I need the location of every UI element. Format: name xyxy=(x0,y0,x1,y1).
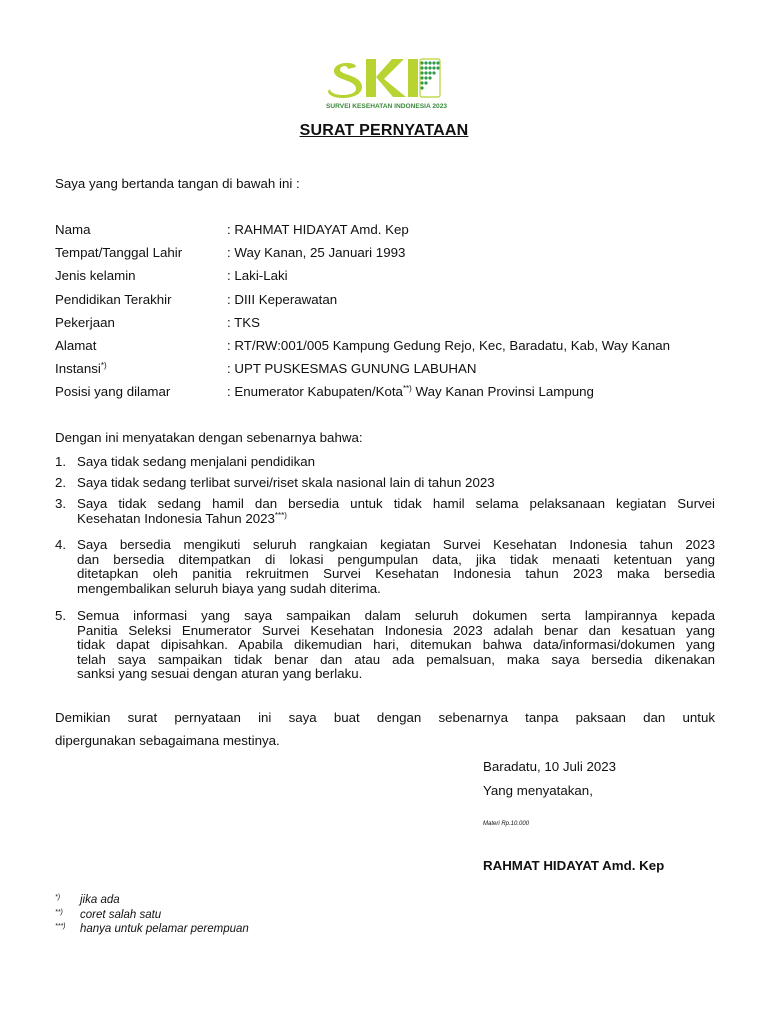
footnote: *) jika ada xyxy=(55,894,120,906)
document-page: SURVEI KESEHATAN INDONESIA 2023 SURAT PERNYATAAN Saya yang bertanda tangan di bawah ini : Nama : RAHMAT HIDAYAT Amd. Kep Tempat/Tanggal Lahir : Way Kanan, 25 Januari 1993 Jenis kelamin : Laki-Laki Pendidikan Terakhir : DIII Keperawatan Pekerjaan : TKS Alamat : RT/RW:001/005 Kampung Gedung Rejo, Kec, Baradatu, Kab, Way Kanan Instansi*) : UPT PUSKESMAS GUNUNG LABUHAN Posisi yang dilamar : Enumerator Kabupaten/Kota**) Way Kanan Provinsi Lampung Dengan ini menyatakan dengan sebenarnya bahwa: 1. Saya tidak sedang menjalani pendidikan 2. Saya tidak sedang terlibat survei/riset skala nasional lain di tahun 2023 3. Saya tidak sedang hamil dan bersedia untuk tidak hamil selama pelaksanaan kegiatan Survei Kesehatan Indonesia Tahun 2023***) 4. Saya bersedia mengikuti seluruh rangkaian kegiatan Survei Kesehatan Indonesia tahun 2023 dan bersedia ditempatkan di lokasi pengumpulan data, jika tidak menaati ketentuan yang ditetapkan oleh panitia rekruitmen Survei Kesehatan Indonesia tahun 2023 maka bersedia mengembalikan seluruh biaya yang sudah diterima. 5. Semua informasi yang saya sampaikan dalam seluruh dokumen serta lampirannya kepada Panitia Seleksi Enumerator Survei Kesehatan Indonesia 2023 adalah benar dan kesatuan yang tidak dapat dipisahkan. Apabila dikemudian hari, ditemukan bahwa data/informasi/dokumen yang telah saya sampaikan tidak benar dan atau ada pemalsuan, maka saya bersedia dikenakan sanksi yang sesuai dengan aturan yang berlaku. Demikian surat pernyataan ini saya buat dengan sebenarnya tanpa paksaan dan untuk dipergunakan sebagaimana mestinya. Baradatu, 10 Juli 2023 Yang menyatakan, Materi Rp.10.000 RAHMAT HIDAYAT Amd. Kep *) jika ada **) coret salah satu ***) hanya untuk pelamar perempuan xyxy=(0,0,768,1024)
field-value-nama: : RAHMAT HIDAYAT Amd. Kep xyxy=(227,222,409,237)
footnote-mark: *) xyxy=(100,361,107,370)
signature-statement: Yang menyatakan, xyxy=(483,783,593,798)
signer-name: RAHMAT HIDAYAT Amd. Kep xyxy=(483,858,665,873)
ski-logo-mark xyxy=(326,53,446,103)
field-label-ttl: Tempat/Tanggal Lahir xyxy=(55,245,183,260)
field-label-address: Alamat xyxy=(55,338,97,353)
field-label-education: Pendidikan Terakhir xyxy=(55,292,172,307)
field-value-education: : DIII Keperawatan xyxy=(227,292,338,307)
field-value-ttl: : Way Kanan, 25 Januari 1993 xyxy=(227,245,406,260)
declaration-intro: Dengan ini menyatakan dengan sebenarnya bahwa: xyxy=(55,430,363,445)
field-label-institution: Instansi*) xyxy=(55,361,107,376)
field-label-job: Pekerjaan xyxy=(55,315,115,330)
ski-logo xyxy=(326,53,446,113)
footnote-mark: **) xyxy=(402,384,412,393)
footnote-mark: ***) xyxy=(274,510,287,520)
field-value-position: : Enumerator Kabupaten/Kota**) Way Kanan Provinsi Lampung xyxy=(227,384,594,399)
field-label-position: Posisi yang dilamar xyxy=(55,384,171,399)
footnote: **) coret salah satu xyxy=(55,909,162,921)
logo-caption: SURVEI KESEHATAN INDONESIA 2023 xyxy=(326,103,448,110)
closing-paragraph: Demikian surat pernyataan ini saya buat dengan sebenarnya tanpa paksaan dan untuk dipergunakan sebagaimana mestinya. xyxy=(55,710,715,748)
field-value-institution: : UPT PUSKESMAS GUNUNG LABUHAN xyxy=(227,361,477,376)
field-value-address: : RT/RW:001/005 Kampung Gedung Rejo, Kec, Baradatu, Kab, Way Kanan xyxy=(227,338,671,353)
intro-text: Saya yang bertanda tangan di bawah ini : xyxy=(55,176,300,191)
document-title: SURAT PERNYATAAN xyxy=(299,122,469,139)
signature-place-date: Baradatu, 10 Juli 2023 xyxy=(483,759,617,774)
field-value-job: : TKS xyxy=(227,315,261,330)
field-label-gender: Jenis kelamin xyxy=(55,268,136,283)
stamp-note: Materi Rp.10.000 xyxy=(483,821,530,827)
footnote: ***) hanya untuk pelamar perempuan xyxy=(55,923,249,935)
field-label-nama: Nama xyxy=(55,222,91,237)
field-value-gender: : Laki-Laki xyxy=(227,268,288,283)
